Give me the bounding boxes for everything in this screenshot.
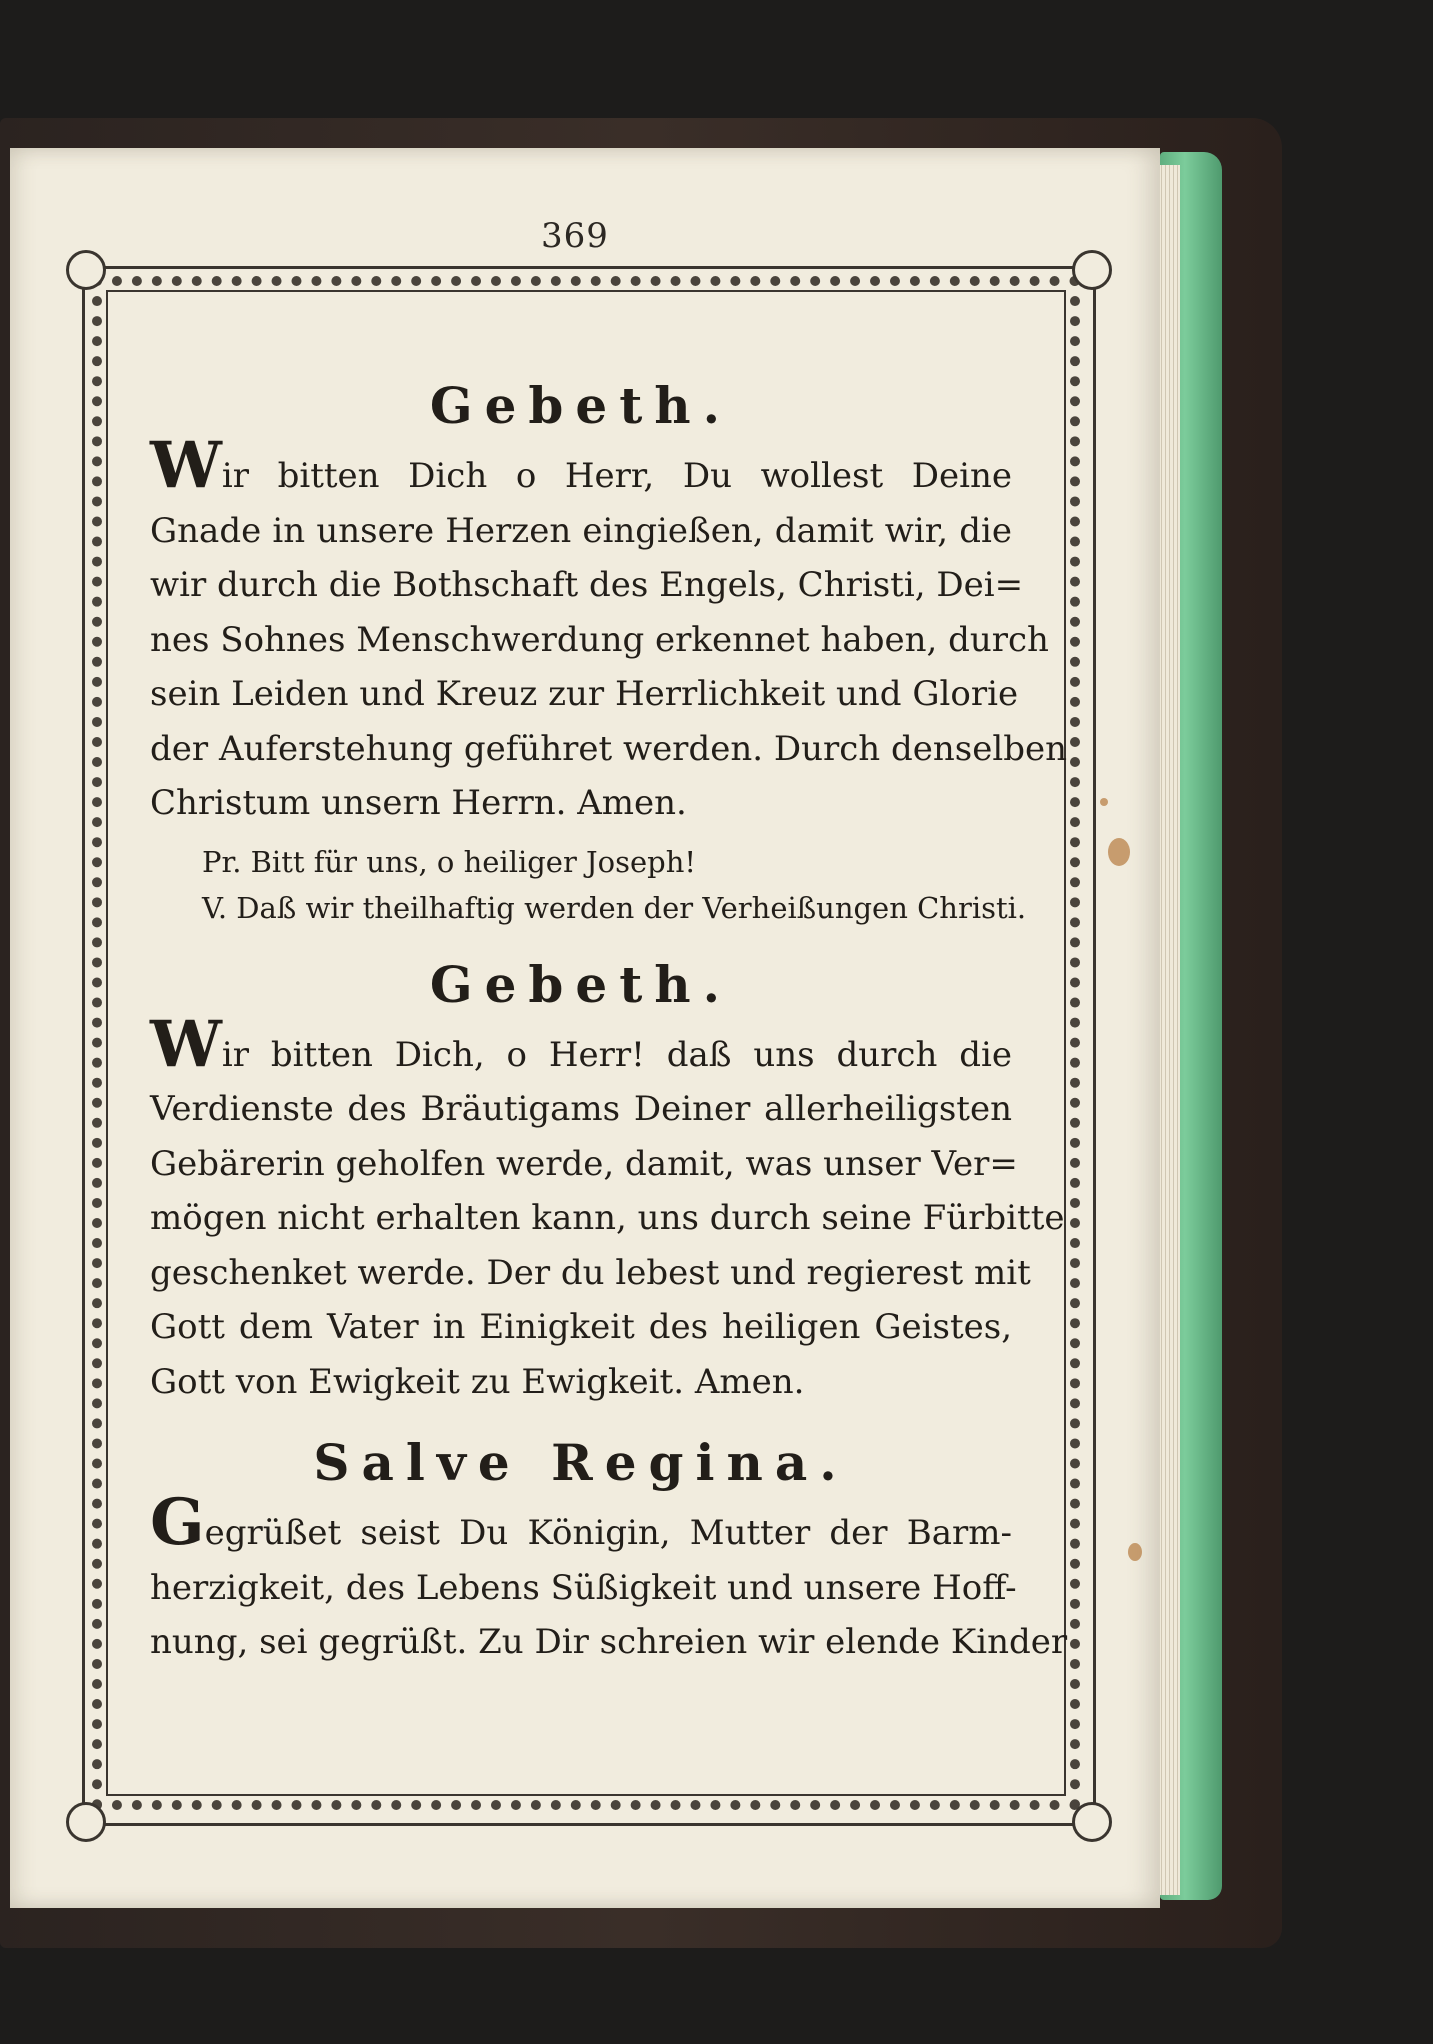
- text-line: Gott von Ewigkeit zu Ewigkeit. Amen.: [150, 1361, 805, 1402]
- response: V. Daß wir theilhaftig werden der Verheißungen Christi.: [202, 890, 1027, 925]
- versicle: Pr. Bitt für uns, o heiliger Joseph!: [202, 844, 697, 879]
- frame-corner-ornament: [1072, 1802, 1112, 1842]
- paper-stain: [1128, 1543, 1142, 1561]
- text-line: der Auferstehung geführet werden. Durch denselben: [150, 728, 1068, 769]
- page-text: [150, 366, 1068, 1670]
- paper-stain: [1108, 838, 1130, 866]
- drop-cap: W: [150, 428, 222, 503]
- prayer-paragraph: [150, 1485, 1068, 1670]
- section-heading: Salve Regina.: [313, 1433, 849, 1492]
- text-line: Gnade in unsere Herzen eingießen, damit wir, die: [150, 510, 1012, 551]
- text-line: nes Sohnes Menschwerdung erkennet haben, durch: [150, 619, 1049, 660]
- frame-corner-ornament: [1072, 250, 1112, 290]
- paper-stain: [1100, 798, 1108, 806]
- drop-cap: G: [150, 1485, 205, 1560]
- page-number: 369: [541, 216, 609, 256]
- text-line: Gott dem Vater in Einigkeit des heiligen Geistes,: [150, 1307, 1012, 1347]
- book-page: [10, 148, 1160, 1908]
- text-line: Verdienste des Bräutigams Deiner allerheiligsten: [150, 1089, 1012, 1129]
- text-line: sein Leiden und Kreuz zur Herrlichkeit und Glorie: [150, 674, 1019, 714]
- text-line: Gegrüßet seist Du Königin, Mutter der Barm-: [150, 1485, 1012, 1560]
- section-heading: Gebeth.: [429, 376, 733, 435]
- frame-corner-ornament: [66, 250, 106, 290]
- text-line: geschenket werde. Der du lebest und regierest mit: [150, 1252, 1031, 1293]
- prayer-paragraph: [150, 428, 1068, 831]
- text-line: Gebärerin geholfen werde, damit, was unser Ver=: [150, 1143, 1018, 1184]
- text-line: wir durch die Bothschaft des Engels, Christi, Dei=: [150, 565, 1024, 605]
- prayer-paragraph: [150, 1006, 1065, 1410]
- drop-cap: W: [150, 1006, 222, 1082]
- text-line: Wir bitten Dich, o Herr! daß uns durch die: [150, 1006, 1012, 1082]
- text-line: Wir bitten Dich o Herr, Du wollest Deine: [150, 428, 1012, 503]
- text-line: Christum unsern Herrn. Amen.: [150, 783, 687, 823]
- text-line: nung, sei gegrüßt. Zu Dir schreien wir elende Kinder: [150, 1622, 1068, 1662]
- section-heading: Gebeth.: [429, 954, 733, 1014]
- frame-corner-ornament: [66, 1802, 106, 1842]
- text-line: mögen nicht erhalten kann, uns durch seine Fürbitte: [150, 1198, 1065, 1238]
- text-line: herzigkeit, des Lebens Süßigkeit und unsere Hoff-: [150, 1567, 1017, 1608]
